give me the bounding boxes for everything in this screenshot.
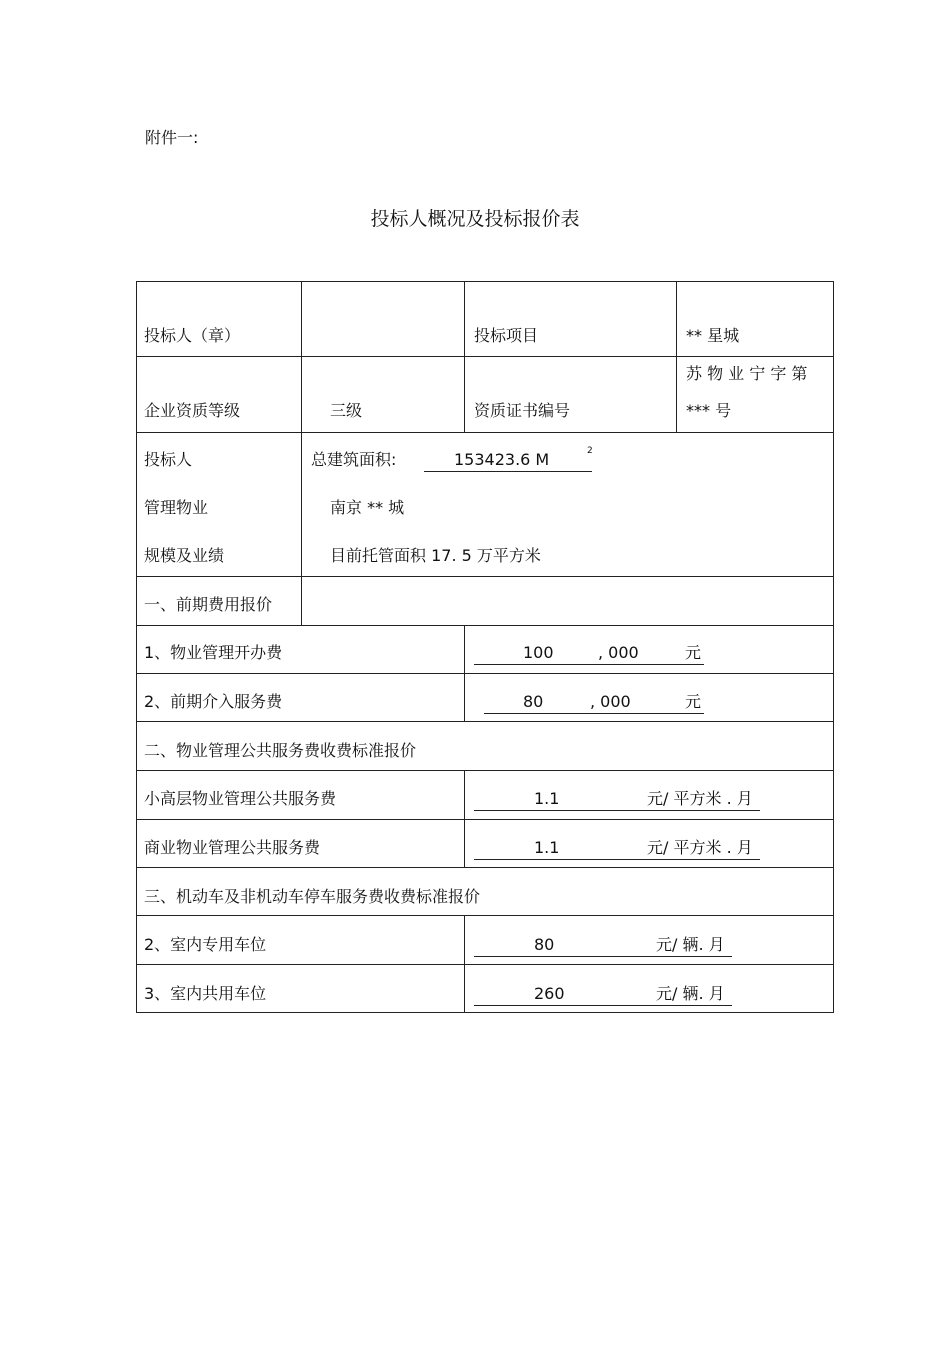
private-parking-unit: 元/ 辆. 月 bbox=[656, 935, 725, 954]
scale-label-line3: 规模及业绩 bbox=[144, 546, 225, 565]
section2-title: 二、物业管理公共服务费收费标准报价 bbox=[144, 741, 417, 760]
row-divider bbox=[136, 770, 834, 771]
area-superscript: 2 bbox=[587, 446, 593, 456]
section3-title: 三、机动车及非机动车停车服务费收费标准报价 bbox=[144, 887, 481, 906]
col-divider bbox=[464, 281, 465, 432]
highrise-fee-value: 1.1 bbox=[534, 789, 560, 808]
table-border-right bbox=[833, 281, 834, 1013]
col-divider bbox=[464, 770, 465, 867]
certificate-value-line1: 苏 物 业 宁 字 第 bbox=[686, 364, 808, 383]
row-divider bbox=[136, 356, 834, 357]
row-divider bbox=[136, 432, 834, 433]
pre-service-fee-label: 2、前期介入服务费 bbox=[144, 692, 283, 711]
table-border-left bbox=[136, 281, 137, 1013]
commercial-fee-value: 1.1 bbox=[534, 838, 560, 857]
highrise-fee-label: 小高层物业管理公共服务费 bbox=[144, 789, 337, 808]
row-divider bbox=[136, 915, 834, 916]
highrise-fee-underline bbox=[474, 810, 760, 811]
row-divider bbox=[136, 819, 834, 820]
qualification-value: 三级 bbox=[330, 401, 363, 420]
scale-label-line2: 管理物业 bbox=[144, 498, 209, 517]
managed-property-name: 南京 ** 城 bbox=[330, 498, 405, 517]
row-divider bbox=[136, 673, 834, 674]
row-divider bbox=[136, 576, 834, 577]
pre-service-fee-num-b: , 000 bbox=[590, 692, 631, 711]
col-divider bbox=[464, 915, 465, 1012]
opening-fee-unit: 元 bbox=[685, 643, 702, 662]
form-title: 投标人概况及投标报价表 bbox=[370, 208, 580, 230]
col-divider bbox=[301, 281, 302, 432]
bidder-label: 投标人（章） bbox=[144, 326, 241, 345]
col-divider bbox=[301, 432, 302, 625]
certificate-value-line2: *** 号 bbox=[686, 401, 732, 420]
commercial-fee-label: 商业物业管理公共服务费 bbox=[144, 838, 321, 857]
table-border-bottom bbox=[136, 1012, 834, 1013]
qualification-label: 企业资质等级 bbox=[144, 401, 241, 420]
col-divider bbox=[464, 625, 465, 721]
row-divider bbox=[136, 964, 834, 965]
pre-service-fee-underline bbox=[484, 713, 704, 714]
pre-service-fee-unit: 元 bbox=[685, 692, 702, 711]
shared-parking-unit: 元/ 辆. 月 bbox=[656, 984, 725, 1003]
row-divider bbox=[136, 625, 834, 626]
table-border-top bbox=[136, 281, 834, 282]
shared-parking-value: 260 bbox=[534, 984, 565, 1003]
section1-title: 一、前期费用报价 bbox=[144, 595, 273, 614]
total-area-underline bbox=[424, 471, 592, 472]
shared-parking-label: 3、室内共用车位 bbox=[144, 984, 267, 1003]
total-area-value: 153423.6 M bbox=[454, 450, 550, 469]
commercial-fee-underline bbox=[474, 859, 760, 860]
commercial-fee-unit: 元/ 平方米 . 月 bbox=[647, 838, 753, 857]
pre-service-fee-num-a: 80 bbox=[523, 692, 544, 711]
opening-fee-label: 1、物业管理开办费 bbox=[144, 643, 283, 662]
total-area-label: 总建筑面积: bbox=[311, 450, 397, 469]
certificate-label: 资质证书编号 bbox=[474, 401, 571, 420]
opening-fee-num-a: 100 bbox=[523, 643, 554, 662]
private-parking-label: 2、室内专用车位 bbox=[144, 935, 267, 954]
opening-fee-underline bbox=[474, 664, 704, 665]
col-divider bbox=[676, 281, 677, 432]
private-parking-value: 80 bbox=[534, 935, 555, 954]
highrise-fee-unit: 元/ 平方米 . 月 bbox=[647, 789, 753, 808]
project-label: 投标项目 bbox=[474, 326, 539, 345]
scale-label-line1: 投标人 bbox=[144, 450, 193, 469]
current-managed-area: 目前托管面积 17. 5 万平方米 bbox=[330, 546, 541, 565]
row-divider bbox=[136, 867, 834, 868]
quote-table bbox=[136, 281, 834, 1013]
row-divider bbox=[136, 721, 834, 722]
project-value: ** 星城 bbox=[686, 326, 740, 345]
private-parking-underline bbox=[474, 956, 732, 957]
attachment-label: 附件一: bbox=[145, 128, 199, 147]
opening-fee-num-b: , 000 bbox=[598, 643, 639, 662]
shared-parking-underline bbox=[474, 1005, 732, 1006]
